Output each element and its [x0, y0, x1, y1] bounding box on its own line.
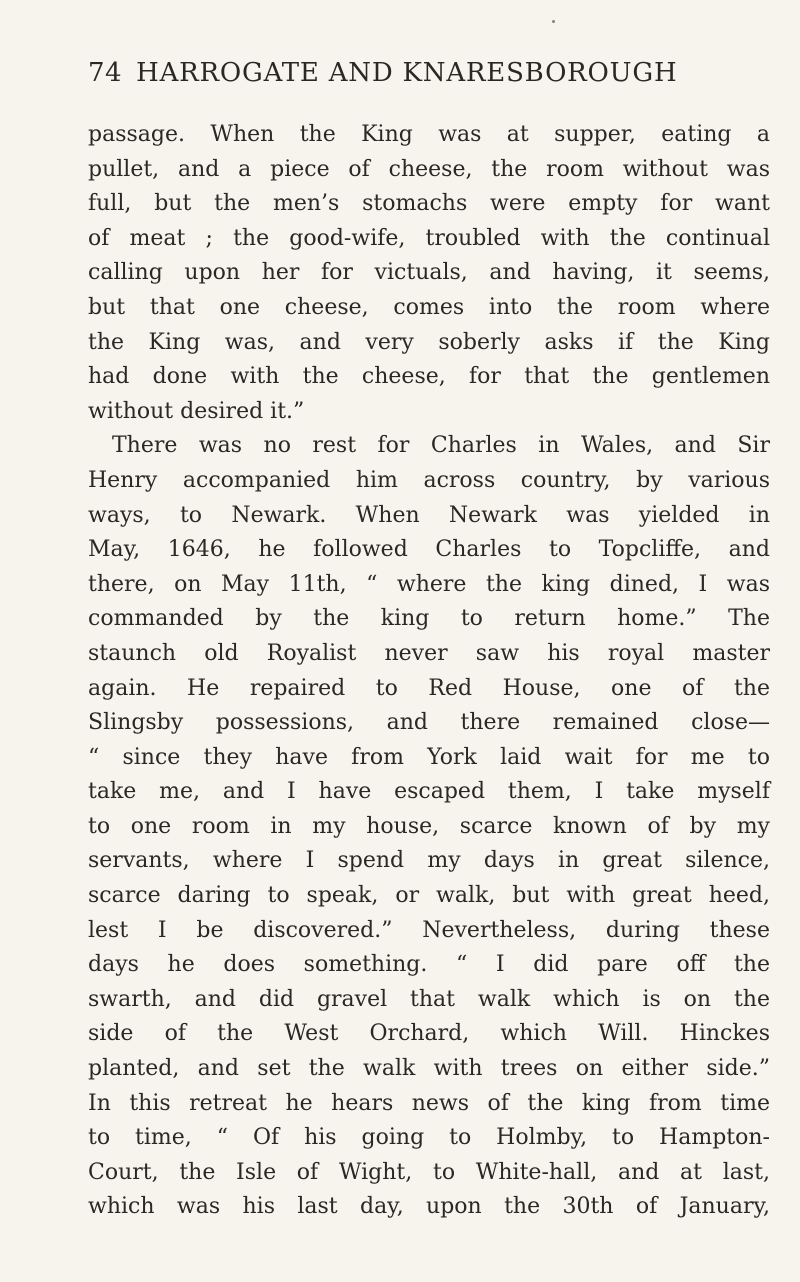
- text-line: May, 1646, he followed Charles to Topcliffe, and: [88, 537, 770, 563]
- text-line: swarth, and did gravel that walk which is on the: [88, 986, 770, 1012]
- text-line: Court, the Isle of Wight, to White-hall, and at last,: [88, 1159, 770, 1185]
- text-line: side of the West Orchard, which Will. Hinckes: [88, 1021, 770, 1047]
- text-line: lest I be discovered.” Nevertheless, during these: [88, 917, 770, 943]
- text-line: of meat ; the good-wife, troubled with the continual: [88, 225, 770, 251]
- text-line: to time, “ Of his going to Holmby, to Hampton-: [88, 1125, 770, 1151]
- text-line: Slingsby possessions, and there remained close—: [88, 710, 770, 736]
- text-line: passage. When the King was at supper, eating a: [88, 122, 770, 147]
- text-line: full, but the men’s stomachs were empty for want: [88, 191, 770, 217]
- running-header: [88, 58, 748, 88]
- text-line: servants, where I spend my days in great silence,: [88, 848, 770, 874]
- text-line: to one room in my house, scarce known of by my: [88, 813, 770, 839]
- text-line: In this retreat he hears news of the king from time: [88, 1090, 770, 1116]
- text-line: days he does something. “ I did pare off the: [88, 952, 770, 978]
- text-line: ways, to Newark. When Newark was yielded in: [88, 502, 770, 528]
- text-line: again. He repaired to Red House, one of the: [88, 675, 770, 701]
- print-speck: [552, 20, 555, 23]
- body-text: [88, 118, 770, 1225]
- page-number: 74: [88, 58, 123, 88]
- text-line: take me, and I have escaped them, I take myself: [88, 779, 770, 805]
- text-line: “ since they have from York laid wait for me to: [88, 744, 770, 770]
- running-title: HARROGATE AND KNARESBOROUGH: [136, 58, 678, 88]
- text-line: calling upon her for victuals, and having, it seems,: [88, 260, 770, 286]
- text-line: Henry accompanied him across country, by various: [88, 467, 770, 493]
- text-line: which was his last day, upon the 30th of January,: [88, 1194, 770, 1220]
- text-line: without desired it.”: [88, 398, 305, 424]
- text-line: had done with the cheese, for that the gentlemen: [88, 364, 770, 390]
- text-line: pullet, and a piece of cheese, the room without was: [88, 156, 770, 182]
- text-line: staunch old Royalist never saw his royal master: [88, 640, 770, 666]
- text-line: There was no rest for Charles in Wales, and Sir: [112, 433, 770, 459]
- text-line: there, on May 11th, “ where the king dined, I was: [88, 571, 770, 597]
- text-line: planted, and set the walk with trees on either side.”: [88, 1056, 770, 1082]
- text-line: commanded by the king to return home.” The: [88, 606, 770, 632]
- text-line: but that one cheese, comes into the room where: [88, 294, 770, 320]
- text-line: the King was, and very soberly asks if the King: [88, 329, 770, 355]
- text-line: scarce daring to speak, or walk, but with great heed,: [88, 883, 770, 909]
